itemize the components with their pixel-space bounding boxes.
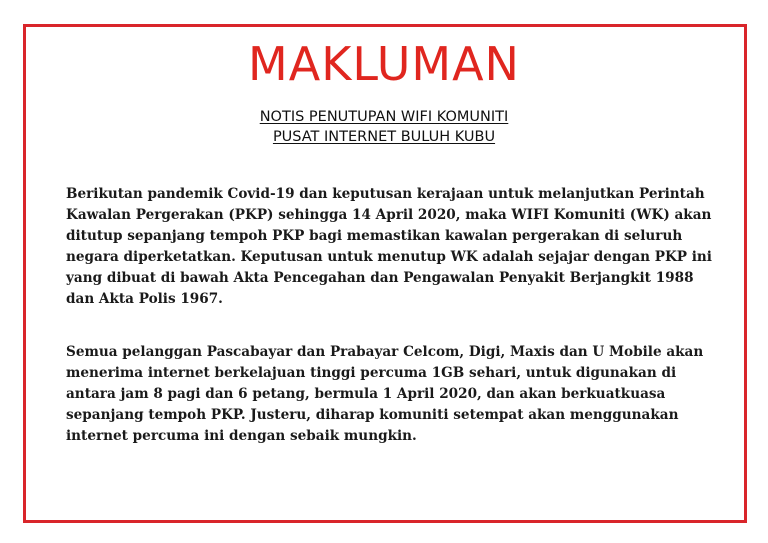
notice-paragraph-free-internet: Semua pelanggan Pascabayar dan Prabayar Celcom, Digi, Maxis dan U Mobile akan menerima internet berkelajuan tinggi percuma 1GB sehari, untuk digunakan di antara jam 8 pagi dan 6 petang, bermula 1 April 2020, dan akan berkuatkuasa sepanjang tempoh PKP. Justeru, diharap komuniti setempat akan menggunakan internet percuma ini dengan sebaik mungkin. xyxy=(66,344,704,444)
notice-paragraph-closure: Berikutan pandemik Covid-19 dan keputusan kerajaan untuk melanjutkan Perintah Kawalan Pergerakan (PKP) sehingga 14 April 2020, maka WIFI Komuniti (WK) akan ditutup sepanjang tempoh PKP bagi memastikan kawalan pergerakan di seluruh negara diperketatkan. Keputusan untuk menutup WK adalah sejajar dengan PKP ini yang dibuat di bawah Akta Pencegahan dan Pengawalan Penyakit Berjangkit 1988 dan Akta Polis 1967. xyxy=(66,186,712,307)
notice-subtitle-line2: PUSAT INTERNET BULUH KUBU xyxy=(272,129,496,145)
notice-subtitle-line1: NOTIS PENUTUPAN WIFI KOMUNITI xyxy=(259,109,509,125)
notice-heading: MAKLUMAN xyxy=(248,37,520,91)
